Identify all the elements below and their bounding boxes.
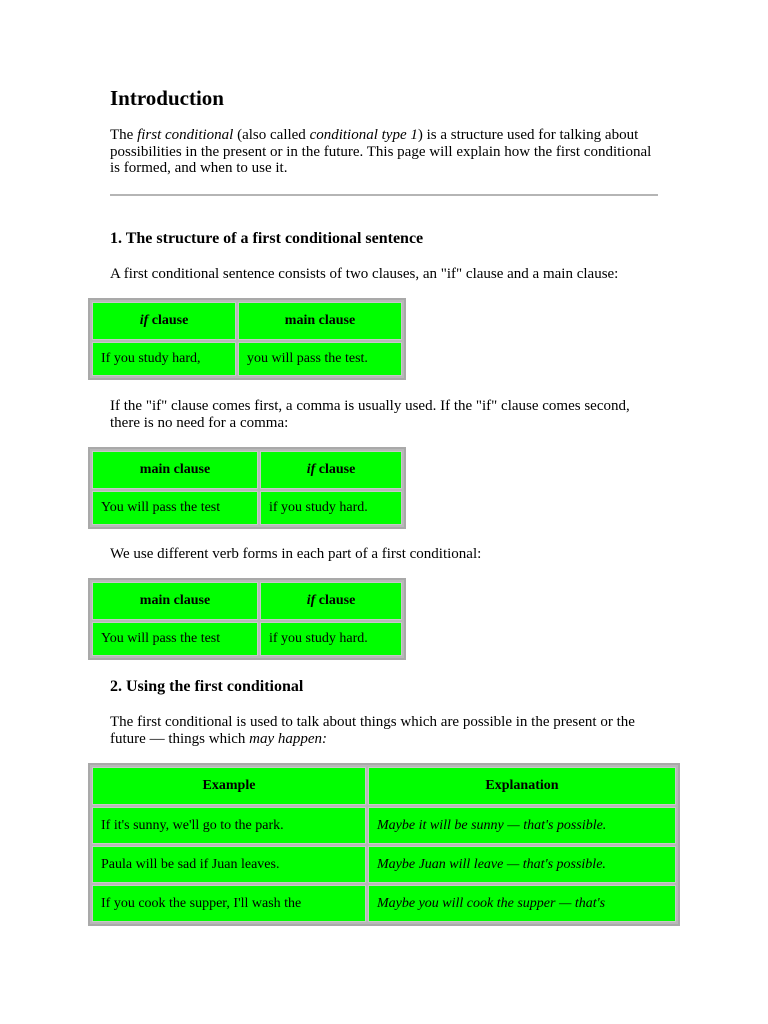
- table-cell: if you study hard.: [260, 491, 402, 525]
- page-title: Introduction: [110, 86, 224, 110]
- table-header-if-clause: if clause: [92, 302, 236, 340]
- table-cell: if you study hard.: [260, 622, 402, 656]
- table-cell: If you study hard,: [92, 342, 236, 376]
- table-examples: [88, 763, 680, 926]
- section-1-heading: 1. The structure of a first conditional sentence: [110, 230, 424, 247]
- table-cell-example: If it's sunny, we'll go to the park.: [92, 807, 366, 844]
- table-header-main-clause: main clause: [92, 582, 258, 620]
- table-cell-explanation: Maybe you will cook the supper — that's: [368, 885, 676, 922]
- table-cell-explanation: Maybe Juan will leave — that's possible.: [368, 846, 676, 883]
- intro-paragraph: The first conditional (also called conditional type 1) is a structure used for talking about possibilities in the present or in the future. This page will explain how the first conditional is formed, and when to use it.: [110, 127, 652, 176]
- table-main-if-2: [88, 578, 406, 660]
- table-cell-explanation: Maybe it will be sunny — that's possible.: [368, 807, 676, 844]
- table-header-main-clause: main clause: [238, 302, 402, 340]
- section-1-paragraph-1: A first conditional sentence consists of two clauses, an "if" clause and a main clause:: [110, 266, 619, 282]
- table-if-main: [88, 298, 406, 380]
- table-main-if-1: [88, 447, 406, 529]
- table-header-explanation: Explanation: [368, 767, 676, 805]
- table-cell: you will pass the test.: [238, 342, 402, 376]
- table-header-example: Example: [92, 767, 366, 805]
- section-2-paragraph: The first conditional is used to talk about things which are possible in the present or the future — things which may happen:: [110, 714, 635, 747]
- intro-block: [110, 86, 670, 177]
- table-header-if-clause: if clause: [260, 451, 402, 489]
- section-1-paragraph-2: If the "if" clause comes first, a comma is usually used. If the "if" clause comes second, there is no need for a comma:: [110, 398, 630, 431]
- table-cell: You will pass the test: [92, 622, 258, 656]
- section-1-paragraph-3: We use different verb forms in each part of a first conditional:: [110, 546, 482, 562]
- table-header-main-clause: main clause: [92, 451, 258, 489]
- table-header-if-clause: if clause: [260, 582, 402, 620]
- table-cell-example: Paula will be sad if Juan leaves.: [92, 846, 366, 883]
- table-cell-example: If you cook the supper, I'll wash the: [92, 885, 366, 922]
- table-cell: You will pass the test: [92, 491, 258, 525]
- horizontal-divider: [110, 194, 658, 196]
- section-2-heading: 2. Using the first conditional: [110, 678, 304, 695]
